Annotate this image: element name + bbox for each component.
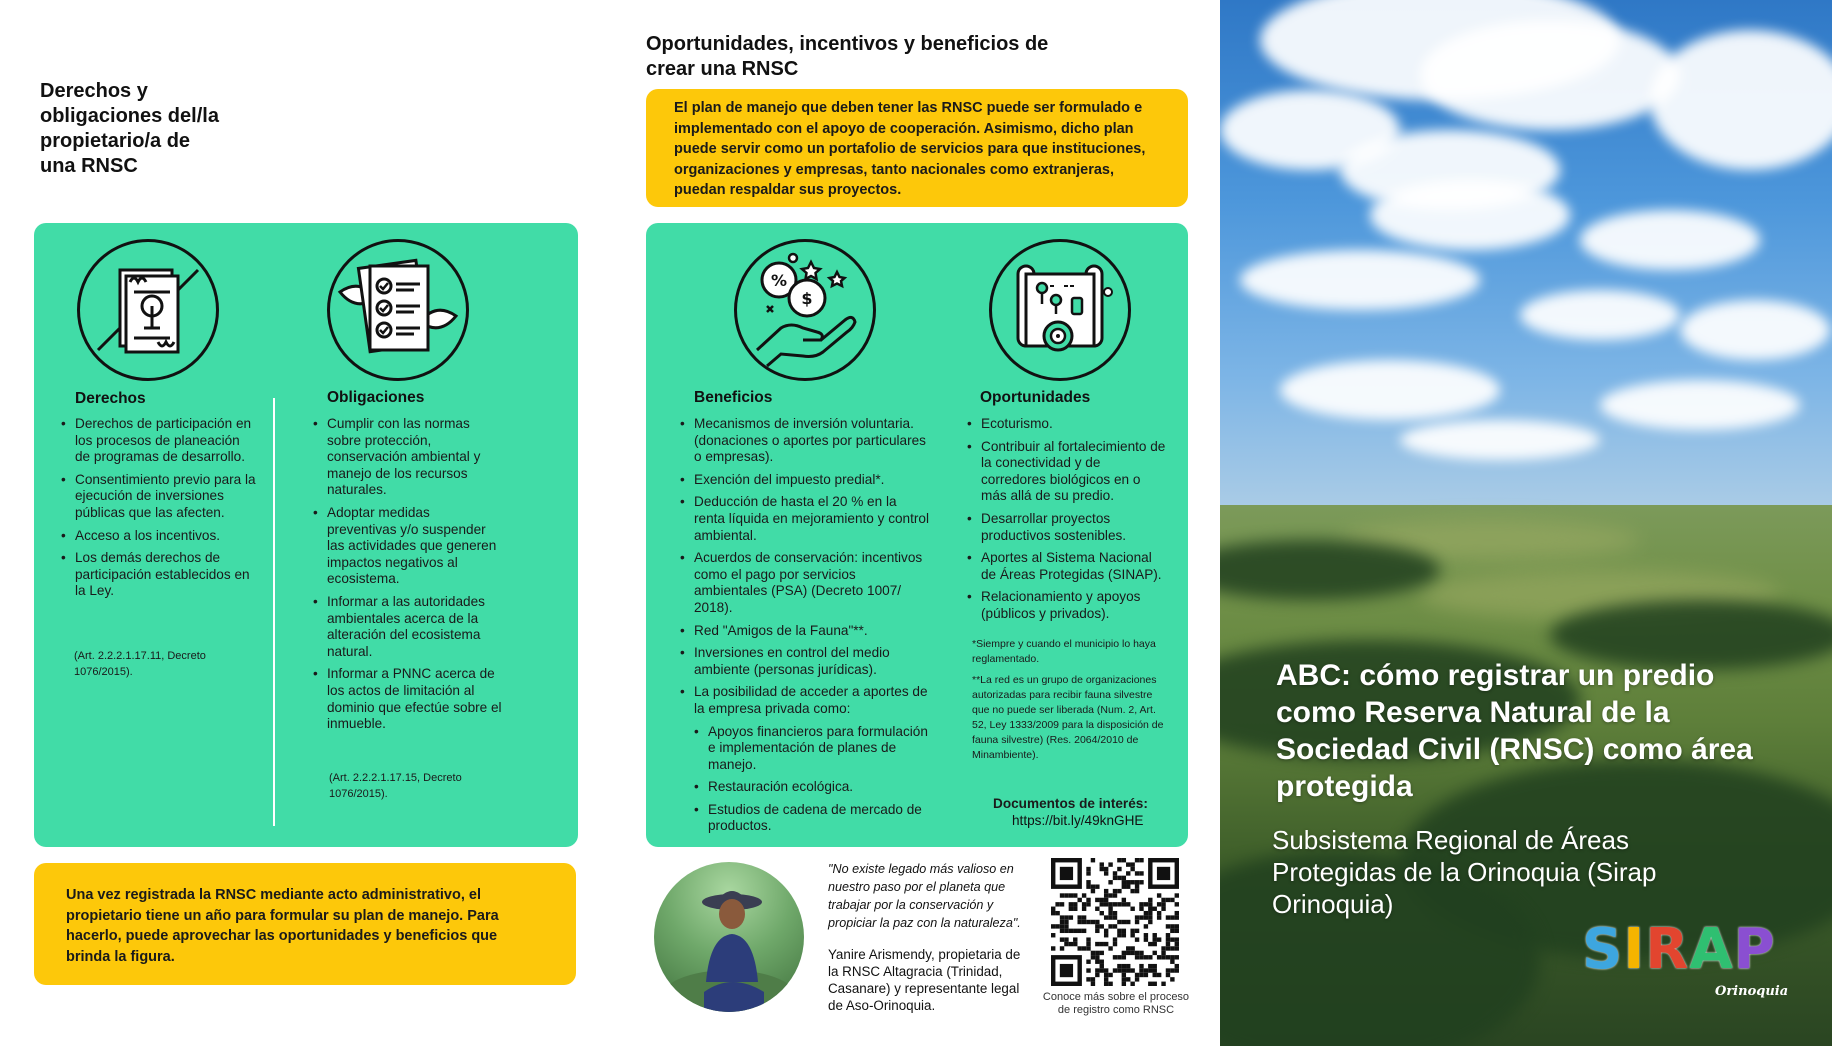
qr-code[interactable] xyxy=(1051,858,1179,986)
cloud xyxy=(1580,210,1760,270)
cloud xyxy=(1400,420,1600,460)
owner-bio xyxy=(828,946,1033,1014)
svg-text:$: $ xyxy=(801,289,813,308)
benefits-title: Beneficios xyxy=(694,389,773,406)
list-item: • Ecoturismo. xyxy=(967,416,1167,433)
list-item: • Informar a PNNC acerca de los actos de limitación al dominio que efectúe sobre el inmueble. xyxy=(313,666,503,732)
list-item: • Exención del impuesto predial*. xyxy=(680,472,930,489)
owner-quote: "No existe legado más valioso en nuestro paso por el planeta que trabajar por la conservación y propiciar la paz con la naturaleza". xyxy=(828,862,1021,930)
map-scroll-icon xyxy=(989,239,1131,381)
rights-legal-note: (Art. 2.2.2.1.17.11, Decreto 1076/2015). xyxy=(74,650,206,678)
coins-hand-icon xyxy=(734,239,876,381)
rights-list xyxy=(61,416,257,606)
sub-list-item: • Apoyos financieros para formulación e implementación de planes de manejo. xyxy=(694,724,930,774)
cover-title: ABC: cómo registrar un predio como Reserva Natural de la Sociedad Civil (RNSC) como área protegida xyxy=(1276,659,1753,803)
owner-name: Yanire Arismendy, xyxy=(828,947,935,962)
qr-code-icon xyxy=(1051,858,1179,986)
cloud xyxy=(1240,250,1480,310)
sub-list-item: • Estudios de cadena de mercado de productos. xyxy=(694,802,930,835)
logo-subtitle: Orinoquia xyxy=(1715,984,1789,999)
person-silhouette-icon xyxy=(654,862,804,1012)
obligations-legal-note: (Art. 2.2.2.1.17.15, Decreto 1076/2015). xyxy=(329,772,462,800)
footnote-fauna: **La red es un grupo de organizaciones autorizadas para recibir fauna silvestre que no puede ser liberada (Num. 2, Art. 52, Ley 1333/2009 para la disposición de fauna silvestre) (Res. 2064/2010 de Minambiente). xyxy=(972,674,1164,761)
logo-letter: S xyxy=(1582,917,1624,982)
svg-text:%: % xyxy=(770,271,788,290)
opportunities-list xyxy=(967,416,1167,629)
logo-letter: R xyxy=(1645,917,1690,982)
list-item: • Inversiones en control del medio ambiente (personas jurídicas). xyxy=(680,645,930,678)
logo-letter: P xyxy=(1733,917,1776,982)
list-item: • Los demás derechos de participación establecidos en la Ley. xyxy=(61,550,257,600)
column-divider xyxy=(273,398,275,826)
opportunities-title: Oportunidades xyxy=(980,389,1091,406)
middle-heading xyxy=(646,32,1086,82)
owner-role: propietaria de la RNSC Altagracia (Trinidad, Casanare) y representante legal de Aso-Orinoquia. xyxy=(828,947,1021,1013)
middle-heading-line: crear una RNSC xyxy=(646,58,799,80)
logo-letter: I xyxy=(1623,917,1646,982)
list-item: • Derechos de participación en los procesos de planeación de programas de desarrollo. xyxy=(61,416,257,466)
left-heading-line: una RNSC xyxy=(40,155,138,177)
cooperation-text: El plan de manejo que deben tener las RNSC puede ser formulado e implementado con el apoyo de cooperación. Asimismo, dicho plan puede servir como un portafolio de servicios para que instituciones, organizaciones y empresas, tanto nacionales como extranjeras, puedan respaldar sus proyectos. xyxy=(674,100,1146,198)
footnote-predial: *Siempre y cuando el municipio lo haya reglamentado. xyxy=(972,638,1156,665)
list-item: • Acceso a los incentivos. xyxy=(61,528,257,545)
middle-heading-line: Oportunidades, incentivos y beneficios de xyxy=(646,33,1049,55)
owner-photo xyxy=(654,862,804,1012)
cloud xyxy=(1370,180,1570,250)
logo-letter: A xyxy=(1689,917,1734,982)
docs-link[interactable]: https://bit.ly/49knGHE xyxy=(1012,813,1144,828)
list-item: • Acuerdos de conservación: incentivos como el pago por servicios ambientales (PSA) (Decreto 1007/ 2018). xyxy=(680,550,930,616)
management-plan-box xyxy=(34,863,576,985)
list-item: • Relacionamiento y apoyos (públicos y privados). xyxy=(967,589,1167,622)
list-item: • Red "Amigos de la Fauna"**. xyxy=(680,623,930,640)
list-item xyxy=(680,684,930,835)
list-item: • Cumplir con las normas sobre protección, conservación ambiental y manejo de los recursos naturales. xyxy=(313,416,503,499)
benefits-list xyxy=(680,416,930,841)
list-item: • Aportes al Sistema Nacional de Áreas Protegidas (SINAP). xyxy=(967,550,1167,583)
cooperation-box xyxy=(646,89,1188,207)
left-heading-line: Derechos y xyxy=(40,80,148,102)
sub-list-item: • Restauración ecológica. xyxy=(694,779,930,796)
cloud xyxy=(1680,300,1830,360)
sub-list xyxy=(694,724,930,836)
cloud xyxy=(1420,20,1680,130)
cover-subtitle: Subsistema Regional de Áreas Protegidas de la Orinoquia (Sirap Orinoquia) xyxy=(1272,825,1657,919)
list-item-text: La posibilidad de acceder a aportes de la empresa privada como: xyxy=(694,684,928,716)
qr-caption: Conoce más sobre el proceso de registro como RNSC xyxy=(1042,991,1190,1016)
left-heading-line: obligaciones del/la xyxy=(40,105,219,127)
list-item: • Consentimiento previo para la ejecución de inversiones públicas que las afecten. xyxy=(61,472,257,522)
left-heading xyxy=(40,79,260,179)
list-item: • Contribuir al fortalecimiento de la conectividad y de corredores biológicos en o más allá de su predio. xyxy=(967,439,1167,505)
docs-label: Documentos de interés: xyxy=(993,796,1148,811)
list-item: • Informar a las autoridades ambientales acerca de la alteración del ecosistema natural. xyxy=(313,594,503,660)
list-item: • Mecanismos de inversión voluntaria. (donaciones o aportes por particulares o empresas). xyxy=(680,416,930,466)
cloud xyxy=(1600,380,1800,430)
cloud xyxy=(1520,290,1680,340)
list-item: • Desarrollar proyectos productivos sostenibles. xyxy=(967,511,1167,544)
document-hands-icon xyxy=(77,239,219,381)
obligations-title: Obligaciones xyxy=(327,389,425,406)
list-item: • Adoptar medidas preventivas y/o suspender las actividades que generen impactos negativos al ecosistema. xyxy=(313,505,503,588)
checklist-leaves-icon xyxy=(327,239,469,381)
list-item: • Deducción de hasta el 20 % en la renta líquida en mejoramiento y control ambiental. xyxy=(680,494,930,544)
obligations-list xyxy=(313,416,503,739)
sirap-logo xyxy=(1582,917,1776,982)
rights-title: Derechos xyxy=(75,390,146,407)
cloud xyxy=(1280,360,1500,420)
left-heading-line: propietario/a de xyxy=(40,130,191,152)
management-plan-text: Una vez registrada la RNSC mediante acto administrativo, el propietario tiene un año para formular su plan de manejo. Para hacerlo, puede aprovechar las oportunidades y beneficios que brinda la figura. xyxy=(66,887,499,965)
